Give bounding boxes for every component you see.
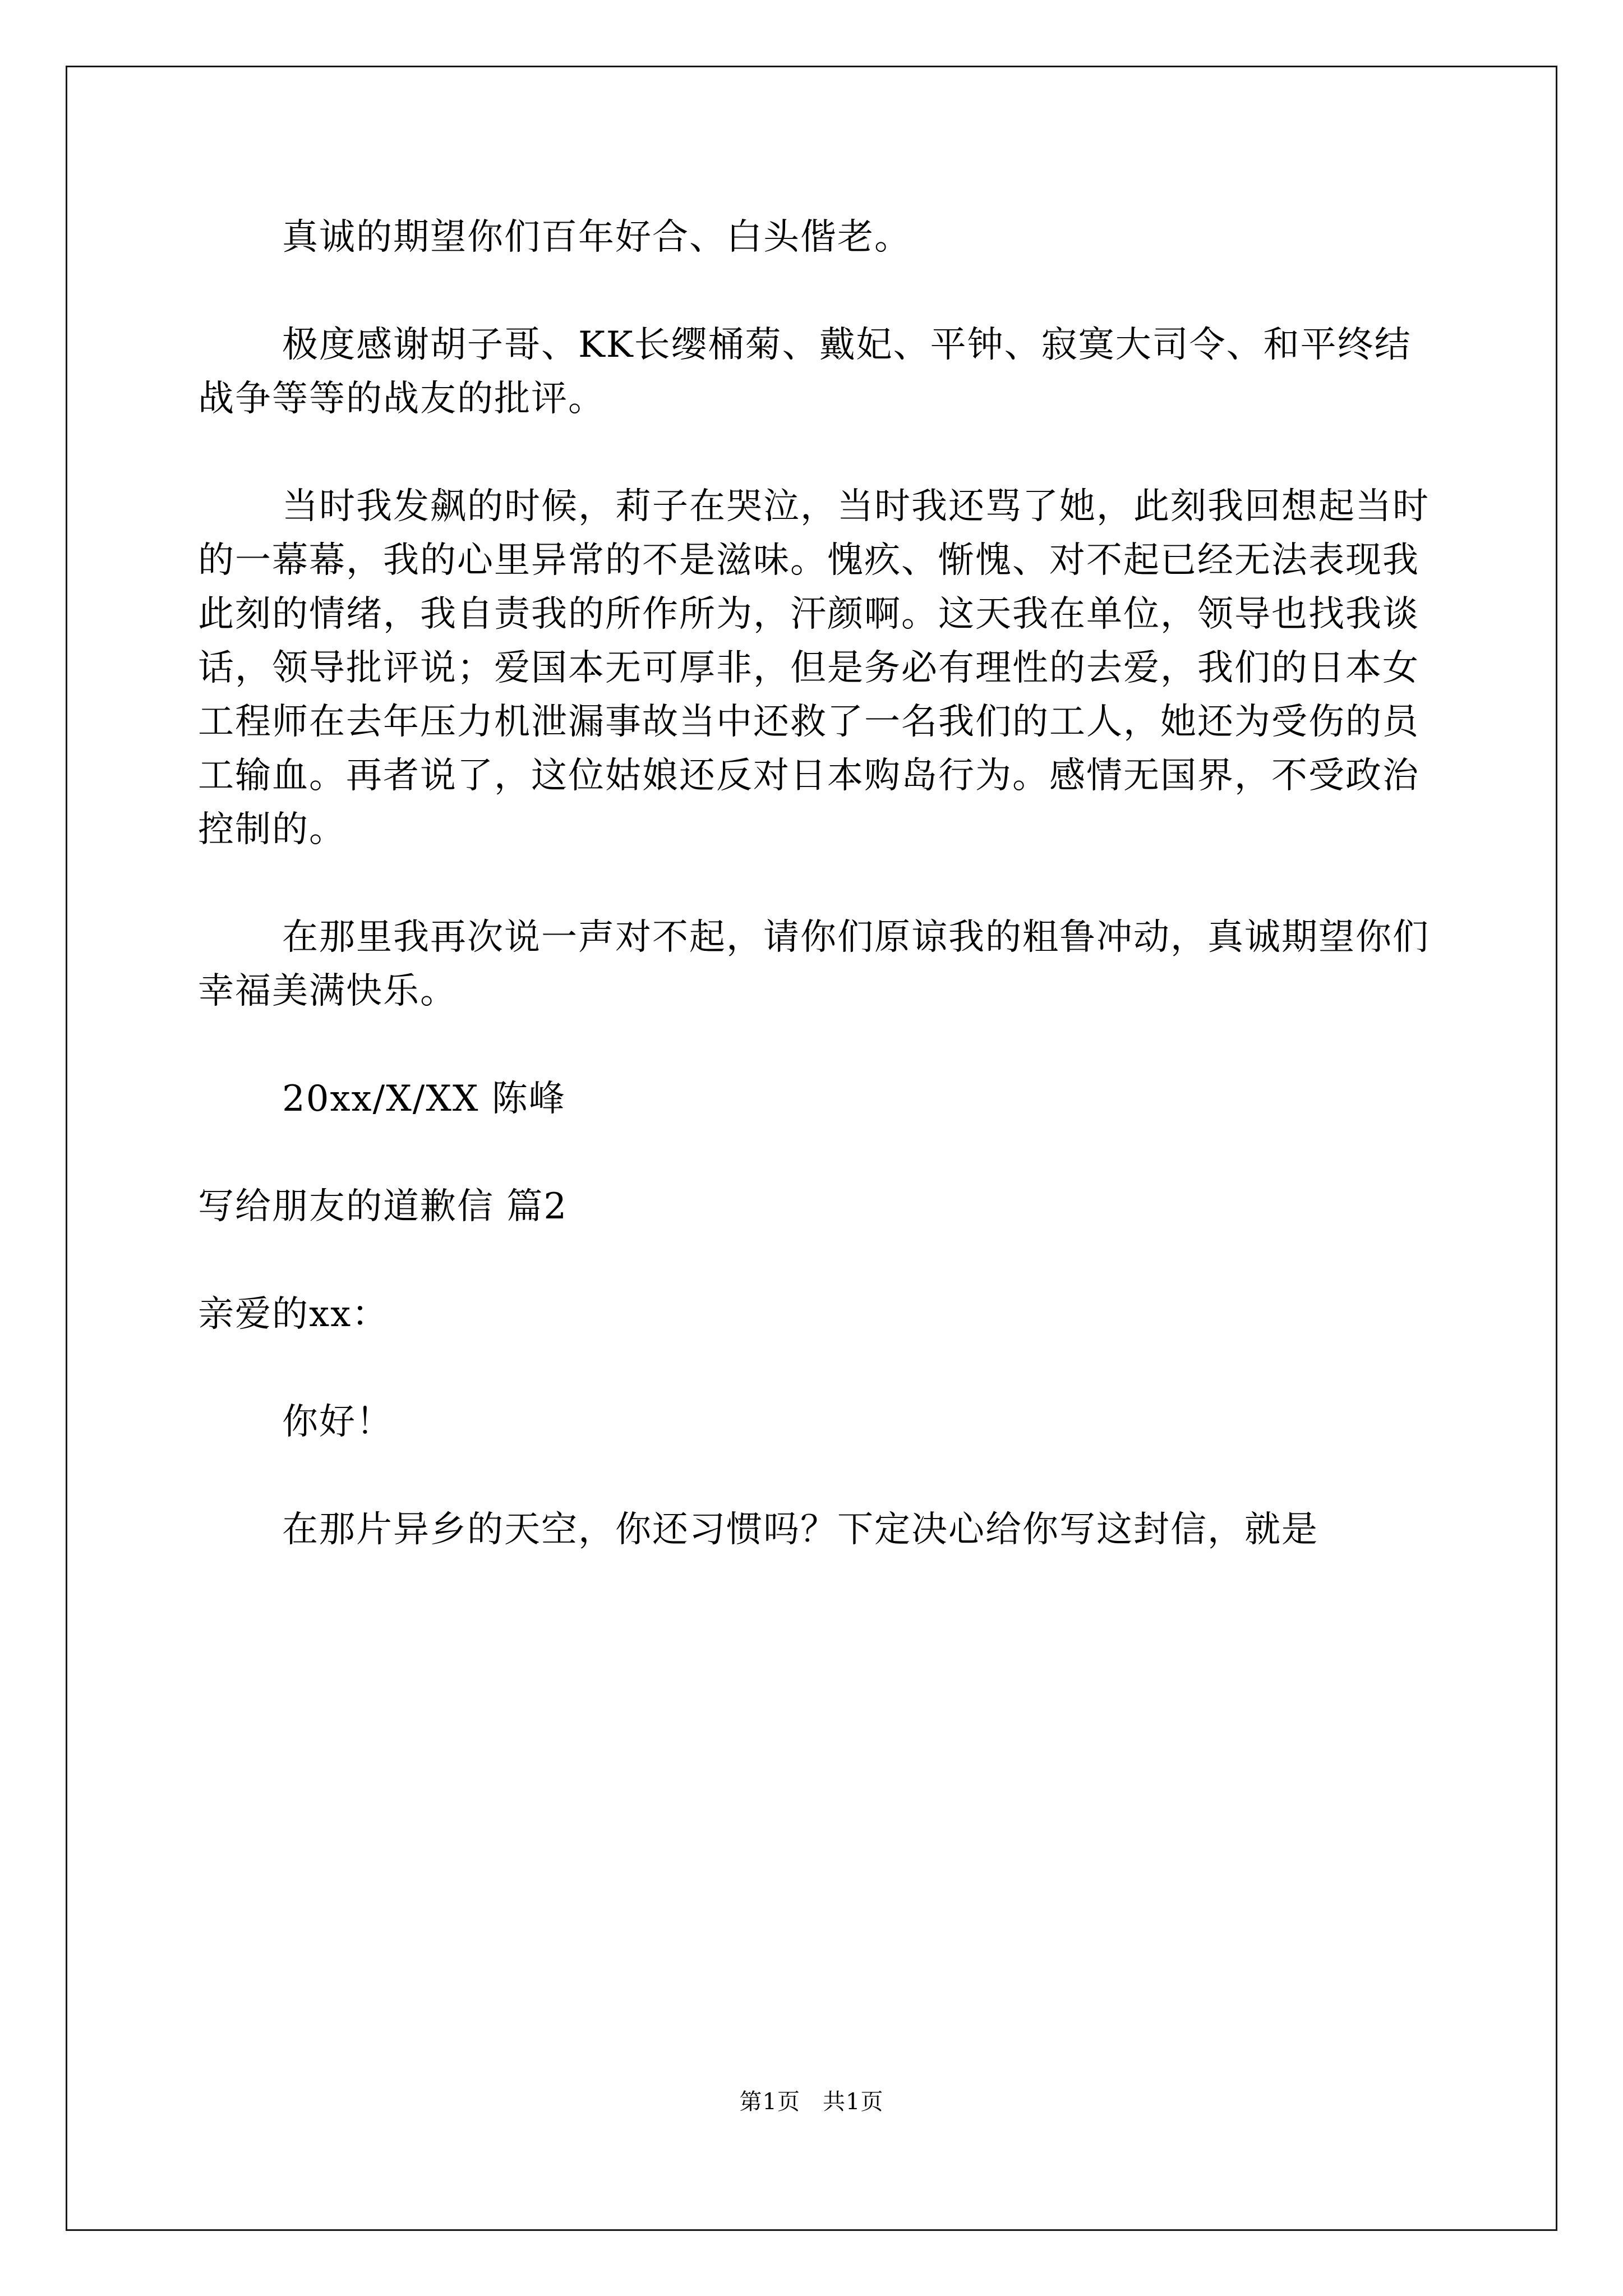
page-total: 共1页 xyxy=(823,2089,884,2115)
paragraph-apology-closing: 在那里我再次说一声对不起，请你们原谅我的粗鲁冲动，真诚期望你们幸福美满快乐。 xyxy=(198,917,1430,1012)
salutation: 亲爱的xx： xyxy=(198,1294,389,1335)
paragraph-apology-story: 当时我发飙的时候，莉子在哭泣，当时我还骂了她，此刻我回想起当时的一幕幕，我的心里异常的不是滋味。愧疚、惭愧、对不起已经无法表现我此刻的情绪，我自责我的所作所为，汗颜啊。这天我在单位，领导也找我谈话，领导批评说；爱国本无可厚非，但是务必有理性的去爱，我们的日本女工程师在去年压力机泄漏事故当中还救了一名我们的工人，她还为受伤的员工输血。再者说了，这位姑娘还反对日本购岛行为。感情无国界，不受政治控制的。 xyxy=(198,486,1430,850)
document-body xyxy=(198,210,1432,1557)
greeting: 你好！ xyxy=(282,1401,393,1443)
paragraph-wish: 真诚的期望你们百年好合、白头偕老。 xyxy=(282,217,911,258)
paragraph-letter-opening: 在那片异乡的天空，你还习惯吗？下定决心给你写这封信，就是 xyxy=(282,1509,1318,1550)
section-heading: 写给朋友的道歉信 篇2 xyxy=(198,1186,568,1227)
paragraph-thanks: 极度感谢胡子哥、KK长缨桶菊、戴妃、平钟、寂寞大司令、和平终结战争等等的战友的批评。 xyxy=(198,324,1412,420)
page-number: 第1页 xyxy=(739,2089,800,2115)
page-footer xyxy=(0,2088,1623,2116)
signature-date: 20xx/X/XX 陈峰 xyxy=(282,1078,566,1120)
